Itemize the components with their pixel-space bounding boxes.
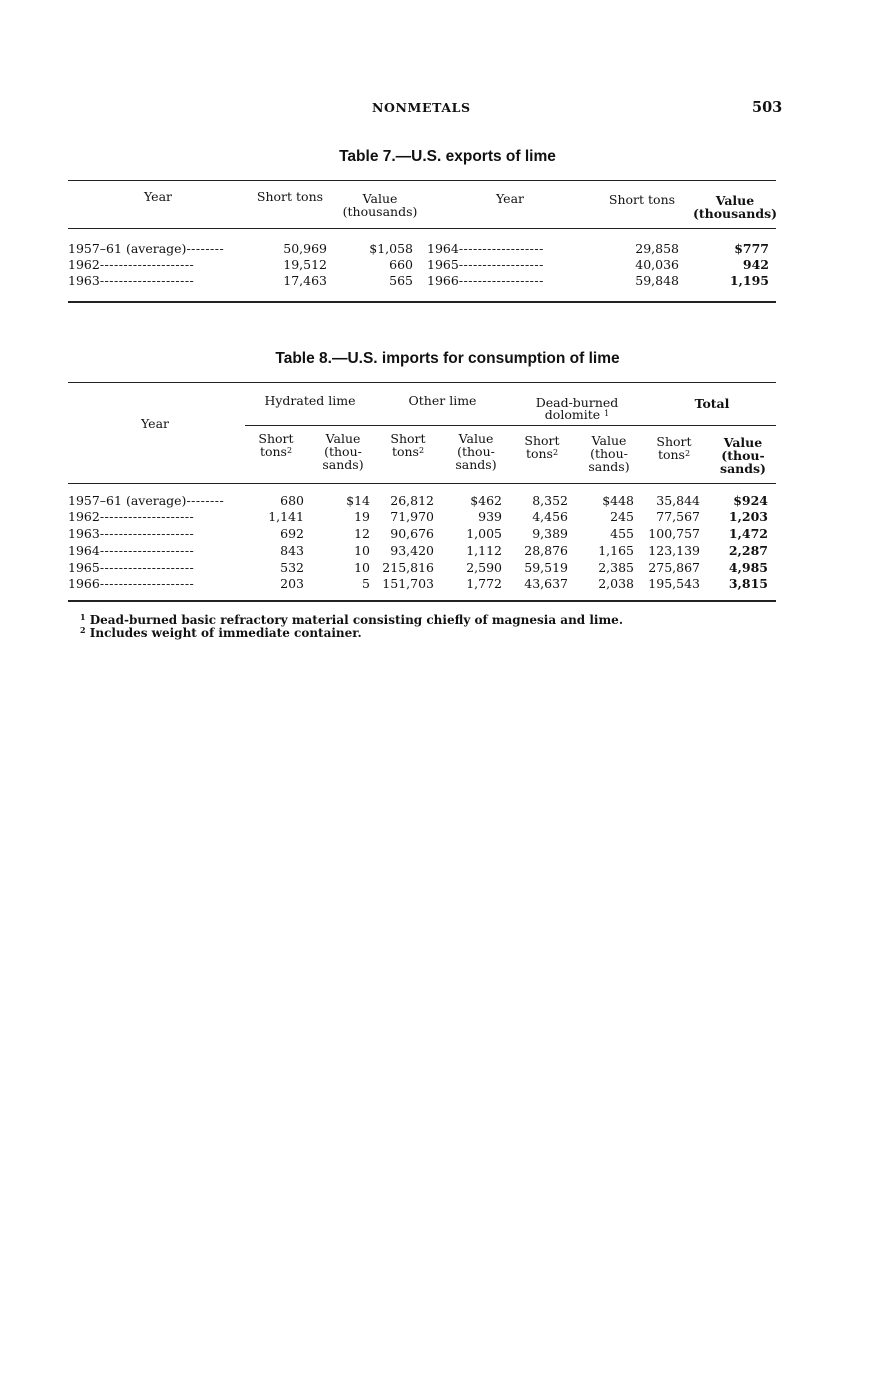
t8-row-1-year: 1957–61 (average)-------- (68, 493, 225, 508)
t8-row-5-h-val: 10 (354, 560, 370, 575)
t8-sub-h-val-3: sands) (322, 457, 364, 472)
t8-sub-o-val-2: (thou- (457, 444, 495, 459)
t7-row-2-tons: 19,512 (283, 257, 327, 272)
t8-row-4-d-val: 1,165 (598, 543, 634, 558)
footnote-2: $^2$ Includes weight of immediate container. (80, 625, 362, 640)
t8-row-1-d-val: $448 (602, 493, 634, 508)
t7-row-5-tons: 40,036 (635, 257, 679, 272)
t8-row-4-d-tons: 28,876 (524, 543, 568, 558)
t7-row-4-year: 1964------------------ (427, 241, 544, 256)
t8-row-6-d-val: 2,038 (598, 576, 634, 591)
t7-row-3-year: 1963-------------------- (68, 273, 195, 288)
t7-row-1-year: 1957–61 (average)-------- (68, 241, 225, 256)
t8-sub-o-val-1: Value (458, 431, 494, 446)
t8-row-6-o-val: 1,772 (466, 576, 502, 591)
t8-row-6-t-val: 3,815 (728, 576, 768, 591)
t8-row-5-t-tons: 275,867 (648, 560, 700, 575)
t8-row-5-year: 1965-------------------- (68, 560, 195, 575)
t8-row-3-d-val: 455 (610, 526, 634, 541)
t7-row-2-value: 660 (389, 257, 413, 272)
t8-row-3-h-val: 12 (354, 526, 370, 541)
t8-row-2-t-val: 1,203 (728, 509, 768, 524)
page-number: 503 (752, 99, 783, 116)
t8-sub-d-short-1: Short (524, 433, 560, 448)
t7-row-4-tons: 29,858 (635, 241, 679, 256)
t8-row-5-d-val: 2,385 (598, 560, 634, 575)
t8-row-6-t-tons: 195,543 (648, 576, 700, 591)
t8-row-1-t-val: $924 (733, 493, 768, 508)
t8-sub-o-short-2: tons$^2$ (391, 444, 425, 459)
t8-sub-t-val-3: sands) (720, 461, 766, 476)
t8-row-4-h-tons: 843 (280, 543, 304, 558)
t8-row-4-h-val: 10 (354, 543, 370, 558)
table-8-group-rule (245, 425, 776, 426)
t8-row-1-h-tons: 680 (280, 493, 304, 508)
t8-row-1-o-val: $462 (470, 493, 502, 508)
table-7-header-rule (68, 228, 776, 229)
t8-row-3-year: 1963-------------------- (68, 526, 195, 541)
t7-row-3-tons: 17,463 (283, 273, 327, 288)
table-8-title: Table 8.—U.S. imports for consumption of lime (275, 350, 620, 367)
t8-sub-h-val-1: Value (325, 431, 361, 446)
t8-sub-o-short-1: Short (390, 431, 426, 446)
t8-row-5-h-tons: 532 (280, 560, 304, 575)
t8-header-dead-1: Dead-burned (535, 395, 619, 410)
t7-row-4-value: $777 (734, 241, 769, 256)
t7-row-6-year: 1966------------------ (427, 273, 544, 288)
running-head: NONMETALS (372, 100, 471, 115)
page-header (0, 100, 895, 120)
table-7-bottom-rule (68, 301, 776, 303)
t8-row-3-o-val: 1,005 (466, 526, 502, 541)
t8-row-3-o-tons: 90,676 (390, 526, 434, 541)
t8-row-2-year: 1962-------------------- (68, 509, 195, 524)
table-7-top-rule (68, 180, 776, 181)
t8-row-6-o-tons: 151,703 (382, 576, 434, 591)
table-7-title: Table 7.—U.S. exports of lime (339, 148, 556, 165)
table-8-top-rule (68, 382, 776, 383)
t8-row-2-h-tons: 1,141 (268, 509, 304, 524)
t8-row-3-h-tons: 692 (280, 526, 304, 541)
t8-sub-h-short-2: tons$^2$ (259, 444, 293, 459)
t8-row-2-d-val: 245 (610, 509, 634, 524)
t7-row-3-value: 565 (389, 273, 413, 288)
t8-row-4-o-tons: 93,420 (390, 543, 434, 558)
t8-row-2-t-tons: 77,567 (656, 509, 700, 524)
t7-row-5-year: 1965------------------ (427, 257, 544, 272)
table-8-bottom-rule (68, 600, 776, 602)
t8-sub-d-val-2: (thou- (590, 446, 628, 461)
t8-sub-t-val-2: (thou- (721, 448, 765, 463)
t7-header-short-tons-left: Short tons (256, 189, 324, 204)
t7-row-6-value: 1,195 (729, 273, 769, 288)
t8-row-1-h-val: $14 (346, 493, 370, 508)
t8-row-6-h-tons: 203 (280, 576, 304, 591)
footnote-1: $^1$ Dead-burned basic refractory material consisting chiefly of magnesia and lime. (80, 612, 623, 627)
t8-row-4-o-val: 1,112 (466, 543, 502, 558)
t8-row-4-t-val: 2,287 (728, 543, 768, 558)
t8-row-6-d-tons: 43,637 (524, 576, 568, 591)
t7-row-1-tons: 50,969 (283, 241, 327, 256)
t7-header-year-left: Year (144, 189, 172, 204)
t8-sub-t-val-1: Value (723, 435, 763, 450)
t8-row-6-h-val: 5 (362, 576, 370, 591)
t8-row-5-t-val: 4,985 (728, 560, 768, 575)
t7-row-2-year: 1962-------------------- (68, 257, 195, 272)
t7-row-1-value: $1,058 (369, 241, 413, 256)
t8-row-4-year: 1964-------------------- (68, 543, 195, 558)
t8-header-hydrated: Hydrated lime (264, 393, 356, 408)
t8-sub-t-short-1: Short (656, 434, 692, 449)
t8-sub-h-val-2: (thou- (324, 444, 362, 459)
table-8-header-rule (68, 483, 776, 484)
t8-row-2-o-val: 939 (478, 509, 502, 524)
t8-row-3-d-tons: 9,389 (532, 526, 568, 541)
t8-row-2-o-tons: 71,970 (390, 509, 434, 524)
t8-header-year: Year (141, 416, 169, 431)
t7-header-value-left-1: Value (362, 191, 398, 206)
t8-row-6-year: 1966-------------------- (68, 576, 195, 591)
t8-row-2-h-val: 19 (354, 509, 370, 524)
t8-sub-d-short-2: tons$^2$ (525, 446, 559, 461)
t8-row-4-t-tons: 123,139 (648, 543, 700, 558)
t8-header-total: Total (694, 396, 730, 411)
t8-sub-o-val-3: sands) (455, 457, 497, 472)
t7-header-value-right-2: (thousands) (692, 206, 778, 221)
t8-row-1-d-tons: 8,352 (532, 493, 568, 508)
t8-sub-d-val-1: Value (591, 433, 627, 448)
t8-row-1-t-tons: 35,844 (656, 493, 700, 508)
t7-header-short-tons-right: Short tons (608, 192, 676, 207)
t8-header-dead-2: dolomite $^1$ (544, 407, 610, 422)
t7-header-value-left-2: (thousands) (342, 204, 418, 219)
t8-header-other: Other lime (408, 393, 477, 408)
t8-sub-h-short-1: Short (258, 431, 294, 446)
t8-sub-d-val-3: sands) (588, 459, 630, 474)
t8-row-3-t-tons: 100,757 (648, 526, 700, 541)
t8-row-5-o-val: 2,590 (466, 560, 502, 575)
t7-row-5-value: 942 (742, 257, 769, 272)
t8-row-5-d-tons: 59,519 (524, 560, 568, 575)
t7-header-value-right-1: Value (715, 193, 755, 208)
t8-row-3-t-val: 1,472 (728, 526, 768, 541)
t7-row-6-tons: 59,848 (635, 273, 679, 288)
t8-sub-t-short-2: tons$^2$ (657, 447, 691, 462)
t8-row-5-o-tons: 215,816 (382, 560, 434, 575)
t7-header-year-right: Year (496, 191, 524, 206)
t8-row-1-o-tons: 26,812 (390, 493, 434, 508)
t8-row-2-d-tons: 4,456 (532, 509, 568, 524)
